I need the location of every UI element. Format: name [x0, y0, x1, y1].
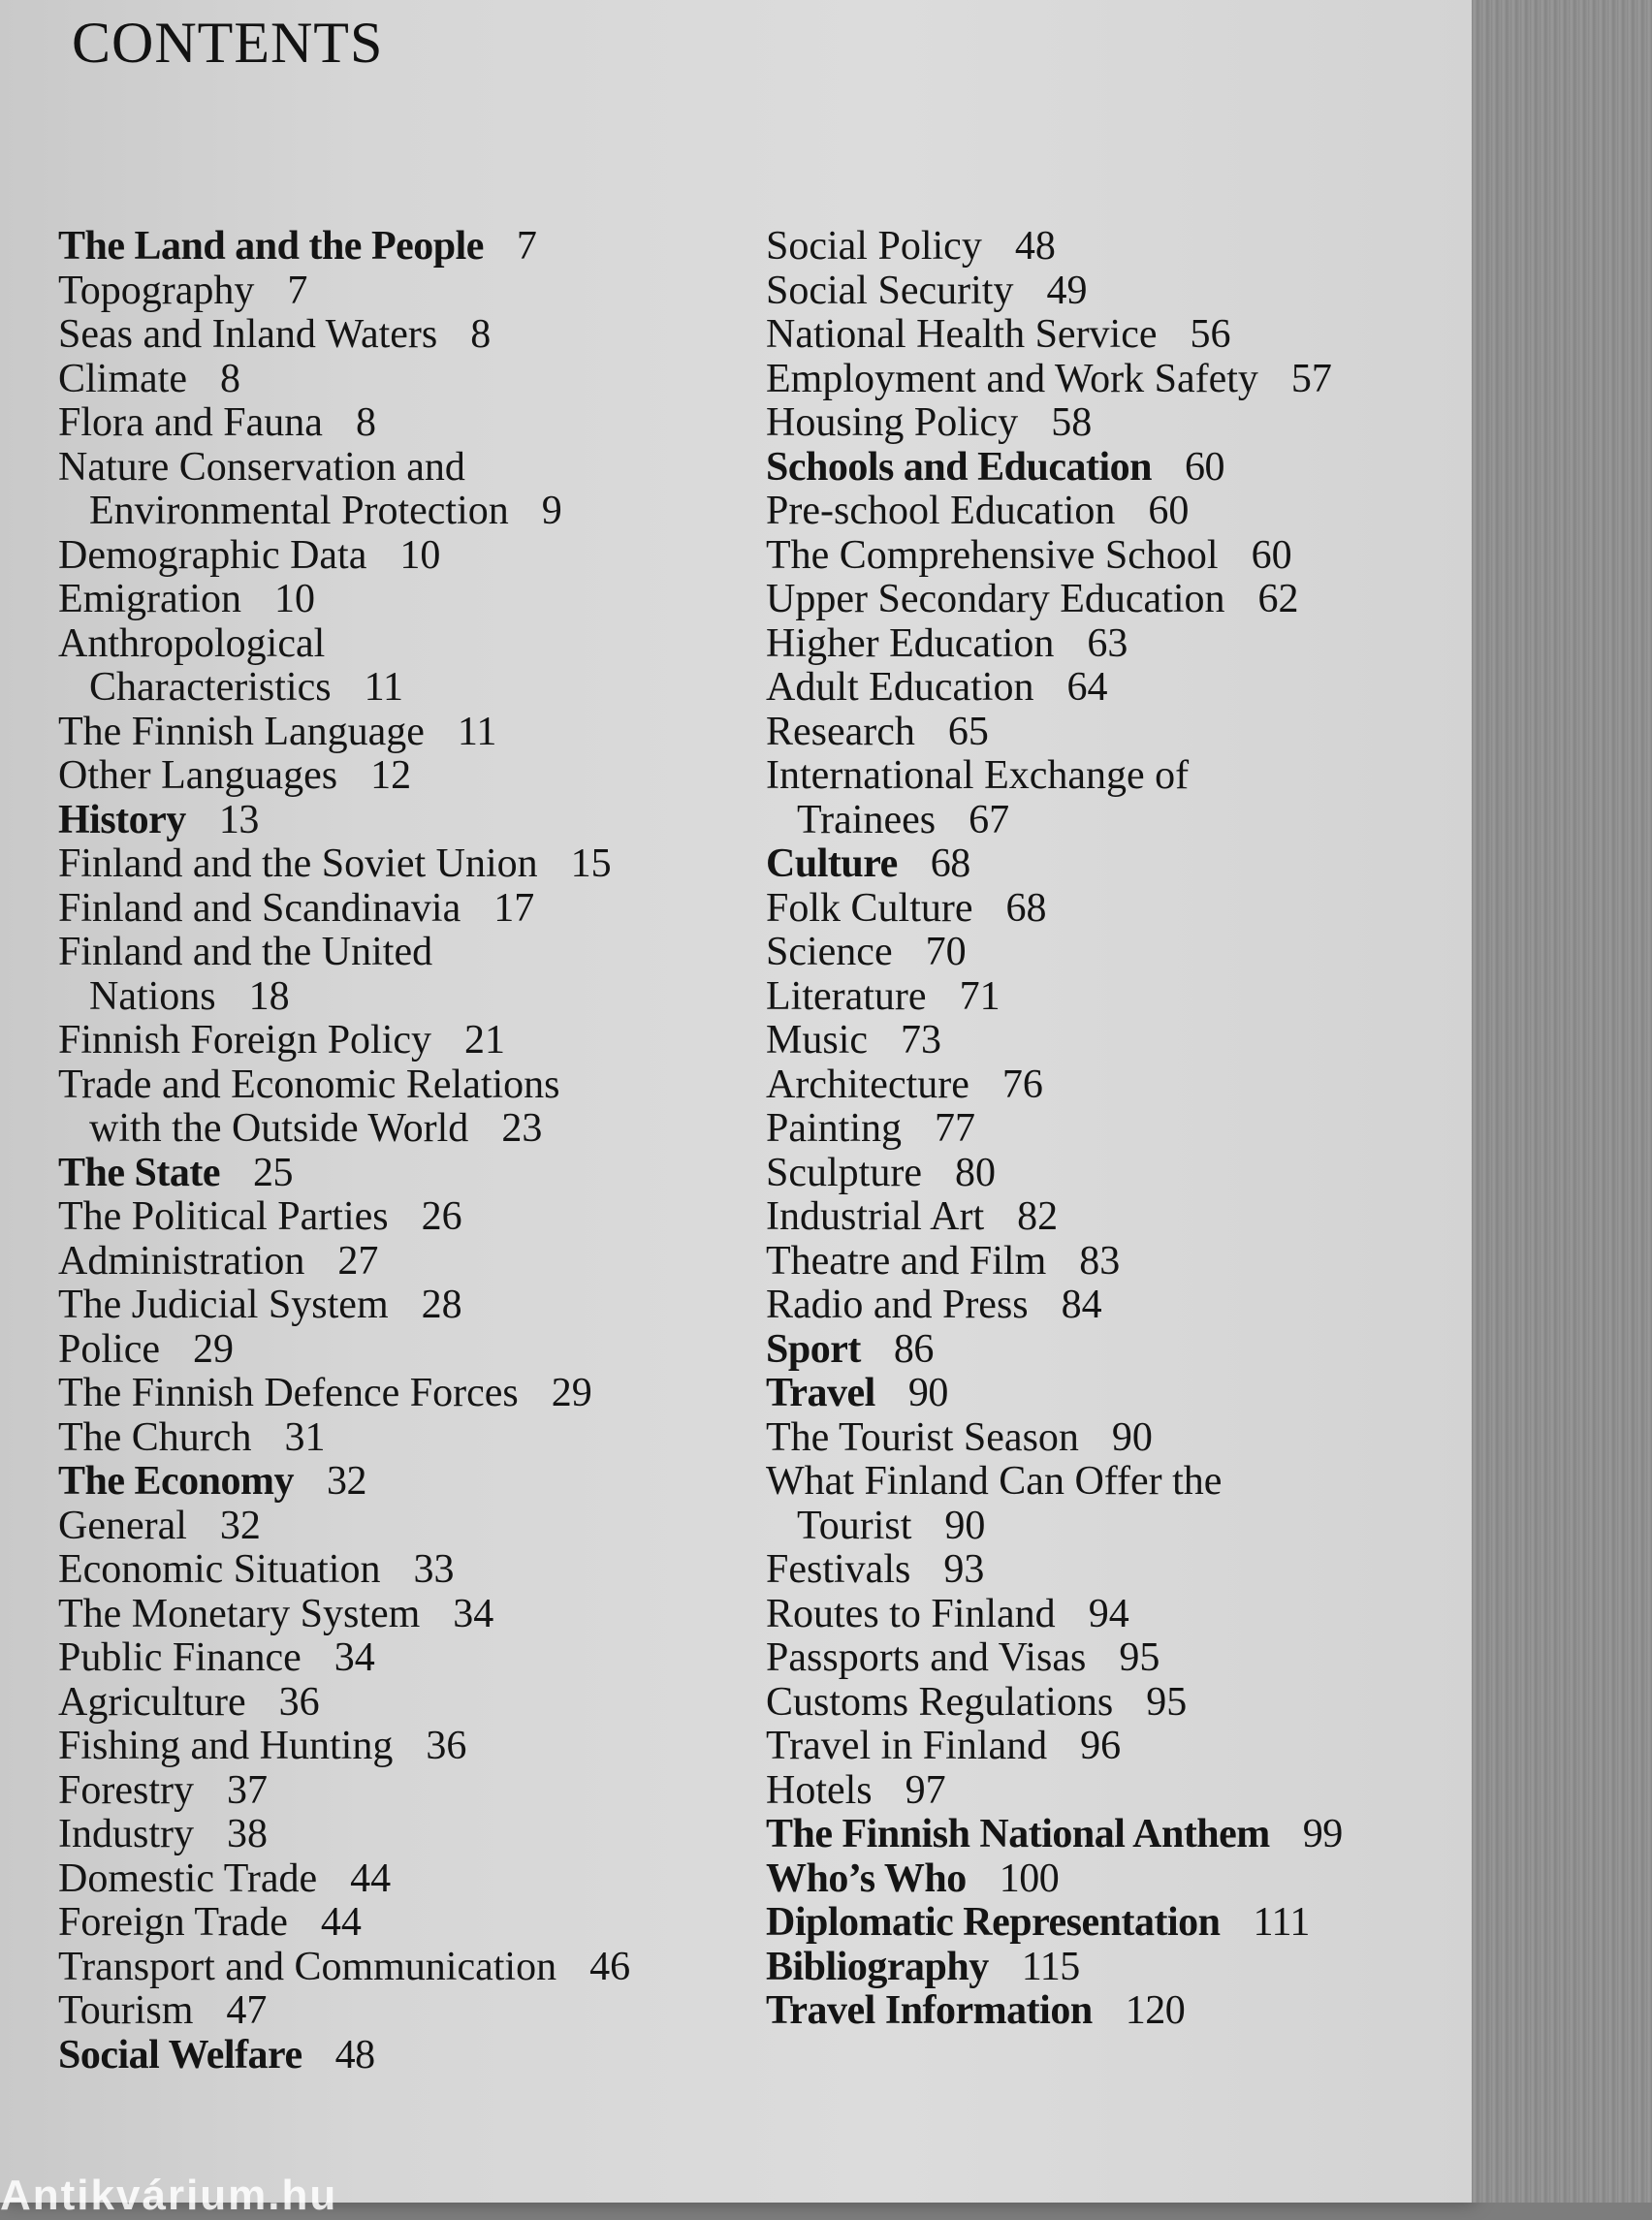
toc-section-entry [766, 1901, 1343, 1946]
toc-entry [58, 1901, 630, 1946]
toc-entry-title: Painting 77 [766, 1107, 1343, 1152]
toc-entry-title: The Tourist Season 90 [766, 1416, 1343, 1461]
toc-entry-title: Industrial Art 82 [766, 1195, 1343, 1240]
toc-entry-title: Hotels 97 [766, 1769, 1343, 1814]
toc-entry-title: Social Welfare 48 [58, 2034, 630, 2078]
toc-entry-title: Finland and the Soviet Union 15 [58, 842, 630, 887]
toc-entry-title: Administration 27 [58, 1240, 630, 1284]
toc-entry-title: Anthropological Characteristics 11 [58, 622, 630, 711]
toc-entry [766, 578, 1343, 622]
contents-heading: CONTENTS [72, 11, 384, 75]
toc-entry-title: General 32 [58, 1505, 630, 1549]
toc-entry-title: Higher Education 63 [766, 622, 1343, 667]
toc-section-entry [58, 799, 630, 843]
toc-entry-title: The Comprehensive School 60 [766, 534, 1343, 579]
toc-entry-title: Social Security 49 [766, 270, 1343, 314]
toc-entry-title: International Exchange of Trainees 67 [766, 754, 1343, 842]
toc-entry-title: Agriculture 36 [58, 1681, 630, 1726]
toc-section-entry [766, 1813, 1343, 1857]
toc-entry-title: The State 25 [58, 1152, 630, 1196]
toc-entry [766, 1769, 1343, 1814]
watermark-text: Antikvárium.hu [0, 2172, 338, 2219]
toc-entry [58, 1548, 630, 1593]
toc-entry [766, 358, 1343, 402]
toc-entry [766, 1152, 1343, 1196]
toc-entry [58, 1063, 630, 1152]
toc-entry-title: Other Languages 12 [58, 754, 630, 799]
toc-entry [58, 358, 630, 402]
toc-entry [766, 1725, 1343, 1769]
toc-entry-title: The Church 31 [58, 1416, 630, 1461]
toc-entry-title: Routes to Finland 94 [766, 1593, 1343, 1637]
toc-entry [766, 622, 1343, 667]
toc-entry-title: The Finnish National Anthem 99 [766, 1813, 1343, 1857]
toc-section-entry [766, 1372, 1343, 1416]
toc-entry [58, 1813, 630, 1857]
toc-entry [58, 1725, 630, 1769]
toc-entry-title: Economic Situation 33 [58, 1548, 630, 1593]
toc-entry [766, 1195, 1343, 1240]
toc-entry [58, 578, 630, 622]
toc-entry [766, 887, 1343, 932]
toc-entry-title: Finland and Scandinavia 17 [58, 887, 630, 932]
toc-entry-title: History 13 [58, 799, 630, 843]
toc-entry [766, 1240, 1343, 1284]
toc-entry [766, 225, 1343, 270]
toc-section-entry [58, 1460, 630, 1505]
toc-entry-title: Literature 71 [766, 975, 1343, 1020]
toc-entry [58, 534, 630, 579]
toc-entry-title: Transport and Communication 46 [58, 1946, 630, 1990]
toc-entry-title: The Finnish Defence Forces 29 [58, 1372, 630, 1416]
toc-entry-title: Police 29 [58, 1328, 630, 1373]
toc-entry [766, 1593, 1343, 1637]
toc-entry-title: Schools and Education 60 [766, 446, 1343, 491]
toc-entry-title: Trade and Economic Relations with the Outside World 23 [58, 1063, 630, 1152]
toc-entry-title: Industry 38 [58, 1813, 630, 1857]
toc-entry [58, 754, 630, 799]
toc-entry-title: Topography 7 [58, 270, 630, 314]
toc-entry [58, 1769, 630, 1814]
toc-entry [58, 446, 630, 534]
toc-entry-title: The Finnish Language 11 [58, 711, 630, 755]
toc-entry [58, 313, 630, 358]
toc-entry [766, 931, 1343, 975]
toc-entry [58, 1284, 630, 1328]
toc-entry [58, 1946, 630, 1990]
toc-section-entry [766, 1857, 1343, 1902]
toc-entry [766, 754, 1343, 842]
toc-entry [766, 1548, 1343, 1593]
toc-entry [766, 401, 1343, 446]
toc-entry [58, 711, 630, 755]
toc-entry-title: National Health Service 56 [766, 313, 1343, 358]
toc-entry [58, 1195, 630, 1240]
toc-entry-title: Demographic Data 10 [58, 534, 630, 579]
toc-entry-title: The Political Parties 26 [58, 1195, 630, 1240]
toc-entry [766, 711, 1343, 755]
toc-entry-title: Housing Policy 58 [766, 401, 1343, 446]
toc-entry [766, 1460, 1343, 1548]
toc-entry-title: Research 65 [766, 711, 1343, 755]
toc-entry [58, 1681, 630, 1726]
toc-entry-title: Climate 8 [58, 358, 630, 402]
toc-entry-title: Social Policy 48 [766, 225, 1343, 270]
toc-entry-title: Public Finance 34 [58, 1636, 630, 1681]
toc-entry [58, 1416, 630, 1461]
toc-entry-title: Festivals 93 [766, 1548, 1343, 1593]
toc-left-column [58, 225, 630, 2077]
toc-entry-title: Adult Education 64 [766, 666, 1343, 711]
toc-entry [766, 270, 1343, 314]
toc-entry [766, 1284, 1343, 1328]
toc-entry-title: Forestry 37 [58, 1769, 630, 1814]
toc-entry-title: Travel in Finland 96 [766, 1725, 1343, 1769]
toc-entry-title: Sculpture 80 [766, 1152, 1343, 1196]
toc-entry-title: Travel Information 120 [766, 1989, 1343, 2034]
toc-entry-title: Tourism 47 [58, 1989, 630, 2034]
toc-entry-title: What Finland Can Offer the Tourist 90 [766, 1460, 1343, 1548]
toc-entry-title: The Land and the People 7 [58, 225, 630, 270]
toc-entry [766, 1019, 1343, 1063]
toc-entry-title: The Monetary System 34 [58, 1593, 630, 1637]
toc-entry-title: Seas and Inland Waters 8 [58, 313, 630, 358]
toc-entry-title: Customs Regulations 95 [766, 1681, 1343, 1726]
toc-entry-title: Upper Secondary Education 62 [766, 578, 1343, 622]
toc-section-entry [58, 1152, 630, 1196]
toc-entry-title: Architecture 76 [766, 1063, 1343, 1108]
toc-entry [58, 1636, 630, 1681]
toc-section-entry [766, 1989, 1343, 2034]
toc-entry-title: Sport 86 [766, 1328, 1343, 1373]
toc-entry-title: Diplomatic Representation 111 [766, 1901, 1343, 1946]
toc-entry [58, 270, 630, 314]
toc-entry-title: Pre-school Education 60 [766, 490, 1343, 534]
toc-entry [58, 887, 630, 932]
toc-entry [58, 1593, 630, 1637]
toc-entry [766, 490, 1343, 534]
toc-entry-title: Who’s Who 100 [766, 1857, 1343, 1902]
toc-entry [58, 1019, 630, 1063]
toc-entry [766, 1107, 1343, 1152]
toc-right-column [766, 225, 1343, 2034]
toc-entry [766, 1063, 1343, 1108]
toc-entry-title: Passports and Visas 95 [766, 1636, 1343, 1681]
toc-entry-title: The Judicial System 28 [58, 1284, 630, 1328]
toc-section-entry [766, 1946, 1343, 1990]
toc-entry [766, 534, 1343, 579]
toc-section-entry [58, 2034, 630, 2078]
toc-entry [58, 1240, 630, 1284]
toc-section-entry [766, 1328, 1343, 1373]
toc-section-entry [766, 842, 1343, 887]
page-stack-edge [1472, 0, 1652, 2203]
toc-entry-title: Nature Conservation and Environmental Protection 9 [58, 446, 630, 534]
toc-entry [766, 975, 1343, 1020]
toc-entry-title: Theatre and Film 83 [766, 1240, 1343, 1284]
toc-entry-title: Finnish Foreign Policy 21 [58, 1019, 630, 1063]
toc-entry-title: Emigration 10 [58, 578, 630, 622]
toc-entry-title: Foreign Trade 44 [58, 1901, 630, 1946]
toc-entry-title: Finland and the United Nations 18 [58, 931, 630, 1019]
toc-entry-title: Music 73 [766, 1019, 1343, 1063]
toc-entry [58, 1328, 630, 1373]
toc-entry-title: Bibliography 115 [766, 1946, 1343, 1990]
toc-entry [58, 1857, 630, 1902]
toc-entry-title: Travel 90 [766, 1372, 1343, 1416]
toc-entry [766, 666, 1343, 711]
toc-entry-title: Radio and Press 84 [766, 1284, 1343, 1328]
toc-entry [766, 1416, 1343, 1461]
toc-entry-title: Fishing and Hunting 36 [58, 1725, 630, 1769]
toc-entry [58, 1505, 630, 1549]
toc-entry [58, 1989, 630, 2034]
toc-entry-title: Flora and Fauna 8 [58, 401, 630, 446]
toc-section-entry [58, 225, 630, 270]
toc-entry-title: Employment and Work Safety 57 [766, 358, 1343, 402]
toc-entry-title: Science 70 [766, 931, 1343, 975]
toc-entry [58, 401, 630, 446]
toc-entry-title: Domestic Trade 44 [58, 1857, 630, 1902]
toc-section-entry [766, 446, 1343, 491]
toc-entry-title: Culture 68 [766, 842, 1343, 887]
toc-entry [766, 313, 1343, 358]
toc-entry [58, 842, 630, 887]
toc-entry-title: The Economy 32 [58, 1460, 630, 1505]
toc-entry [58, 622, 630, 711]
toc-entry [766, 1681, 1343, 1726]
toc-entry [58, 931, 630, 1019]
toc-entry-title: Folk Culture 68 [766, 887, 1343, 932]
toc-entry [766, 1636, 1343, 1681]
toc-entry [58, 1372, 630, 1416]
